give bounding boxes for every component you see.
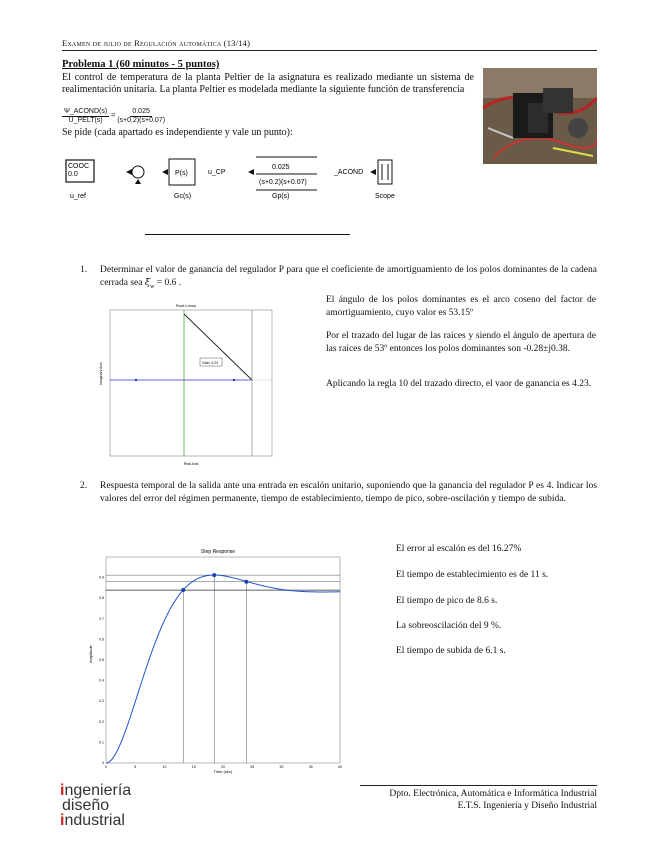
svg-text:0.0: 0.0: [68, 171, 78, 178]
block-diagram: [62, 152, 422, 202]
page-header: Examen de julio de Regulación automática (13/14): [62, 38, 251, 48]
root-locus-plot: [96, 300, 276, 470]
sr-marker-point: [244, 580, 248, 584]
separator-line: [145, 234, 350, 235]
rl-ylabel: Imaginary Axis: [99, 362, 103, 385]
sig2: _ACOND: [334, 169, 364, 176]
svg-text:COOC: COOC: [68, 163, 89, 170]
q2-text: Respuesta temporal de la salida ante una entrada en escalón unitario, suponiendo que la ganancia del regulador P es 4. Indicar los valores del error del régimen permanente, tiempo de establecimiento, tiempo de pico, sobre-oscilación y tiempo de subida.: [100, 481, 597, 504]
transfer-function: Ψ_ACOND(s) U_PELT(s) = $\frac{0.025}{(s+0.2)(s+0.07)}$: [64, 108, 166, 124]
q2-number: 2.: [80, 481, 88, 491]
q1-text: [100, 264, 597, 293]
sr-marker-point: [212, 573, 216, 577]
plant-den: (s+0.2)(s+0.07): [259, 179, 307, 186]
tf-lhs-num: Ψ_ACOND(s): [64, 108, 108, 115]
tf-rhs-den: (s+0.2)(s+0.07): [117, 117, 166, 124]
footer-rule: [360, 785, 597, 786]
tf-lhs-den: U_PELT(s): [68, 117, 103, 124]
sr-y-tick: 0.7: [99, 616, 104, 621]
sr-y-tick: 0.3: [99, 699, 104, 704]
sr-x-tick: 30: [279, 765, 284, 769]
problem-intro: El control de temperatura de la planta Peltier de la asignatura es realizado mediante un sistema de realimentación unitaria. La planta Peltier es modelada mediante la siguiente función de transferencia: [62, 72, 474, 95]
plant-num: 0.025: [272, 164, 290, 171]
sr-x-tick: 35: [308, 765, 313, 769]
sr-y-tick: 0.6: [99, 637, 104, 642]
logo-i-2: i: [60, 812, 65, 829]
q2-answer-3: El tiempo de pico de 8.6 s.: [396, 596, 498, 606]
scope-block: [378, 160, 392, 184]
sr-y-tick: 0.8: [99, 596, 104, 601]
ctrl-sub: Gc(s): [174, 193, 192, 200]
sr-x-tick: 15: [191, 765, 196, 769]
logo-i-1: i: [60, 782, 65, 799]
header-rule: [62, 50, 597, 51]
footer-school: E.T.S. Ingeniería y Diseño Industrial: [457, 801, 597, 811]
problem-asks: Se pide (cada apartado es independiente y vale un punto):: [62, 127, 293, 138]
xi-value: = 0.6 .: [156, 277, 182, 288]
xi-sub: w: [150, 283, 155, 290]
sr-x-tick: 0: [105, 765, 107, 769]
logo-line3: ndustrial: [64, 812, 125, 829]
peltier-photo: [483, 68, 597, 164]
sig1: u_CP: [208, 169, 226, 176]
q1-body: Determinar el valor de ganancia del regulador P para que el coeficiente de amortiguamiento de los polos dominantes de la cadena cerrada sea: [100, 265, 597, 288]
sr-x-tick: 25: [250, 765, 255, 769]
sr-ylabel: Amplitude: [88, 645, 93, 663]
sr-x-tick: 5: [134, 765, 137, 769]
q2-answer-5: El tiempo de subida de 6.1 s.: [396, 646, 506, 656]
step-response-plot: [84, 543, 346, 775]
sr-y-tick: 0.5: [99, 658, 104, 662]
sr-x-tick: 10: [162, 765, 167, 769]
sr-y-tick: 0.4: [99, 678, 104, 683]
logo: [60, 783, 131, 828]
xi-symbol: ξ: [144, 276, 151, 288]
q1-answer-1: El ángulo de los polos dominantes es el arco coseno del factor de amortiguamiento, cuyo valor es 53.15º: [326, 295, 596, 318]
q1-answer-2: Por el trazado del lugar de las raíces y siendo el ángulo de apertura de las raíces de 53º entonces los polos dominantes son -0.28±j0.38.: [326, 331, 596, 354]
sr-axes-box: [106, 557, 340, 763]
footer-dept: Dpto. Electrónica, Automática e Informática Industrial: [389, 789, 597, 799]
sr-y-tick: 0: [102, 761, 104, 765]
q1-number: 1.: [80, 265, 88, 275]
q2-answer-1: El error al escalón es del 16.27%: [396, 544, 522, 554]
sr-xlabel: Time (sec): [213, 769, 233, 774]
sr-y-tick: 0.9: [99, 575, 104, 580]
sum-junction: [132, 166, 144, 178]
ctrl-label: P(s): [175, 170, 188, 177]
tf-rhs-num: 0.025: [132, 108, 150, 115]
sr-x-tick: 20: [221, 765, 225, 769]
logo-line2: diseño: [62, 797, 110, 814]
q2-answer-2: El tiempo de establecimiento es de 11 s.: [396, 570, 549, 580]
plant-sub: Gp(s): [272, 193, 290, 200]
sr-y-tick: 0.1: [99, 740, 104, 745]
rl-datatip-text: Gain: 4.23: [202, 361, 219, 365]
sr-marker-point: [181, 588, 185, 592]
rl-title: Root Locus: [175, 303, 197, 308]
q2-answer-4: La sobreoscilación del 9 %.: [396, 621, 502, 631]
q1-answer-3: Aplicando la regla 10 del trazado directo, el vaor de ganancia es 4.23.: [326, 379, 592, 389]
sr-y-tick: 0.2: [99, 719, 104, 724]
logo-line1: ngeniería: [64, 782, 132, 799]
problem-title: Problema 1 (60 minutos - 5 puntos): [62, 59, 220, 70]
rl-xlabel: Real Axis: [183, 462, 199, 466]
scope-sub: Scope: [375, 193, 395, 200]
sr-x-tick: 40: [338, 765, 342, 769]
sr-title: Step Response: [200, 549, 236, 555]
const-sub: u_ref: [70, 193, 86, 200]
